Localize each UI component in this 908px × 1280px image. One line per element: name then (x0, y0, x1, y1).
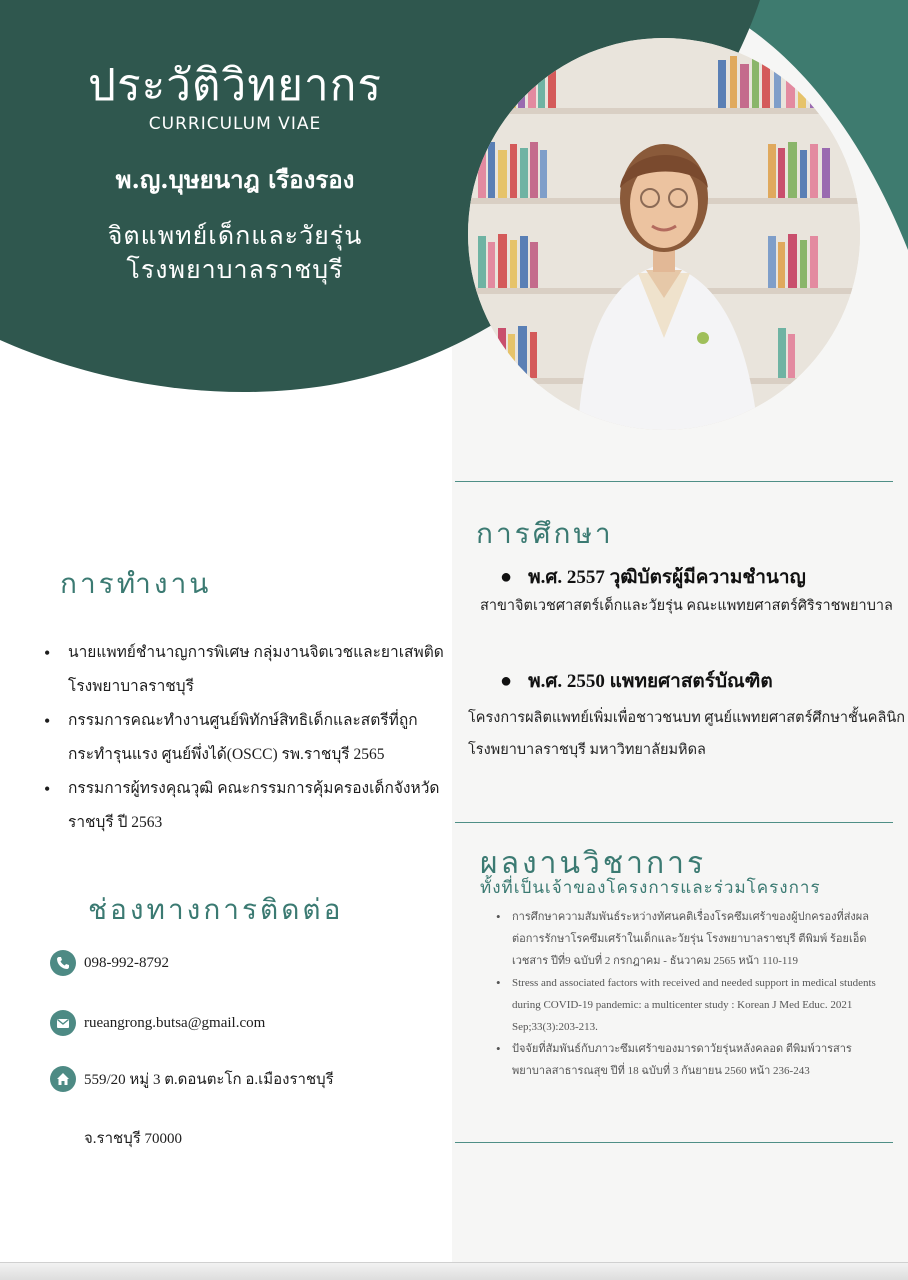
education-section-title: การศึกษา (476, 517, 614, 550)
email-icon (50, 1010, 76, 1036)
work-list (44, 636, 444, 840)
research-section-title: ผลงานวิชาการ (480, 846, 707, 881)
address-line-1: 559/20 หมู่ 3 ต.ดอนตะโก อ.เมืองราชบุรี (84, 1072, 334, 1088)
divider (455, 1142, 893, 1143)
education-degree-text: พ.ศ. 2557 วุฒิบัตรผู้มีความชำนาญ (528, 567, 806, 588)
work-section-title: การทำงาน (60, 567, 212, 600)
education-item-1-detail: สาขาจิตเวชศาสตร์เด็กและวัยรุ่น คณะแพทยศาสตร์ศิริราชพยาบาล (480, 598, 893, 614)
work-item: • กรรมการผู้ทรงคุณวุฒิ คณะกรรมการคุ้มครองเด็กจังหวัดราชบุรี ปี 2563 (44, 772, 444, 840)
contact-email-row (50, 1010, 265, 1036)
address-line-2: จ.ราชบุรี 70000 (84, 1131, 183, 1147)
divider (455, 481, 893, 482)
work-item: • กรรมการคณะทำงานศูนย์พิทักษ์สิทธิเด็กและสตรีที่ถูกกระทำรุนแรง ศูนย์พึ่งได้(OSCC) รพ.ราชบุรี 2565 (44, 704, 444, 772)
education-item-1-degree: ● พ.ศ. 2557 วุฒิบัตรผู้มีความชำนาญ (500, 566, 806, 588)
research-item: • ปัจจัยที่สัมพันธ์กับภาวะซึมเศร้าของมารดาวัยรุ่นหลังคลอด ตีพิมพ์วารสารพยาบาลสาธารณสุข ปีที่ 18 ฉบับที่ 3 กันยายน 2560 หน้า 236-243 (496, 1038, 876, 1082)
phone-number[interactable]: 098-992-8792 (84, 954, 169, 971)
bottom-edge-bar (0, 1262, 908, 1280)
divider (455, 822, 893, 823)
research-list (496, 906, 876, 1082)
cv-title-english: CURRICULUM VIAE (148, 114, 322, 134)
speaker-hospital: โรงพยาบาลราชบุรี (126, 255, 344, 284)
contact-phone-row (50, 950, 169, 976)
education-item-2-degree: ● พ.ศ. 2550 แพทยศาสตร์บัณฑิต (500, 670, 773, 692)
home-icon (50, 1066, 76, 1092)
speaker-name: พ.ญ.บุษยนาฎ เรืองรอง (115, 165, 355, 194)
contact-address-row-2 (84, 1126, 182, 1150)
research-item: • Stress and associated factors with received and needed support in medical students during COVID-19 pandemic: a multicenter study : Korean J Med Educ. 2021 Sep;33(3):203-213. (496, 972, 876, 1038)
email-address[interactable]: rueangrong.butsa@gmail.com (84, 1014, 266, 1031)
contact-address-row (50, 1066, 334, 1092)
education-item-2-detail-line-2: โรงพยาบาลราชบุรี มหาวิทยาลัยมหิดล (468, 742, 706, 758)
work-item: • นายแพทย์ชำนาญการพิเศษ กลุ่มงานจิตเวชและยาเสพติด โรงพยาบาลราชบุรี (44, 636, 444, 704)
education-degree-text: พ.ศ. 2550 แพทยศาสตร์บัณฑิต (528, 671, 773, 692)
speaker-position: จิตแพทย์เด็กและวัยรุ่น (107, 221, 363, 250)
cv-title-thai: ประวัติวิทยากร (88, 60, 382, 111)
research-item: • การศึกษาความสัมพันธ์ระหว่างทัศนคติเรื่องโรคซึมเศร้าของผู้ปกครองที่ส่งผลต่อการรักษาโรคซึมเศร้าในเด็กและวัยรุ่น โรงพยาบาลราชบุรี ตีพิมพ์ ร้อยเอ็ดเวชสาร ปีที่9 ฉบับที่ 2 กรกฎาคม - ธันวาคม 2565 หน้า 110-119 (496, 906, 876, 972)
contact-section-title: ช่องทางการติดต่อ (88, 893, 344, 926)
phone-icon (50, 950, 76, 976)
speaker-photo (468, 38, 860, 430)
education-item-2-detail-line-1: โครงการผลิตแพทย์เพิ่มเพื่อชาวชนบท ศูนย์แพทยศาสตร์ศึกษาชั้นคลินิก (468, 710, 906, 726)
research-section-subtitle: ทั้งที่เป็นเจ้าของโครงการและร่วมโครงการ (480, 878, 821, 898)
